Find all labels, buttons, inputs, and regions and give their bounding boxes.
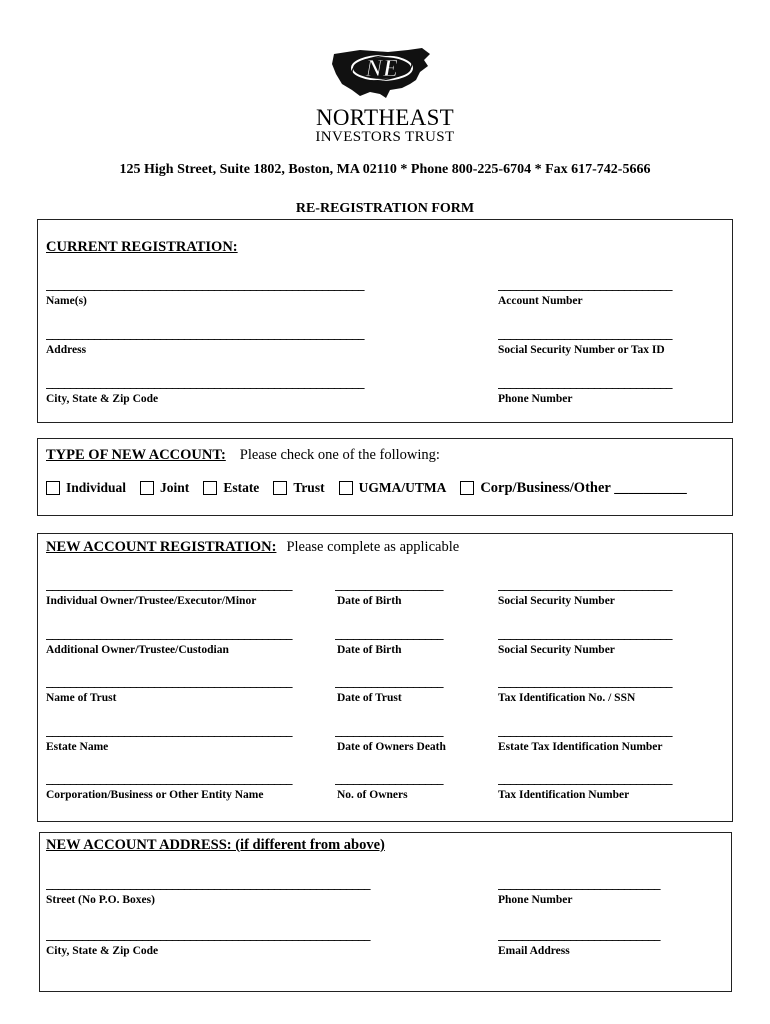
new-city-state-zip-label: City, State & Zip Code [46,945,159,957]
joint-label: Joint [160,480,190,495]
individual-owner-input[interactable]: _________________________________________ [46,578,292,591]
address-input[interactable]: _____________________________________________________ [46,327,364,340]
phone-number-input[interactable]: _____________________________ [498,376,672,389]
logo-emblem-text: NE [365,56,399,82]
account-type-options [46,478,687,498]
trust-name-input[interactable]: _________________________________________ [46,675,292,688]
option-corp-business-other[interactable] [460,480,686,497]
option-joint[interactable] [140,480,189,496]
new-account-type-header [46,446,440,464]
trust-label: Trust [293,480,325,495]
estate-name-input[interactable]: _________________________________________ [46,724,292,737]
owner-dob-input[interactable]: __________________ [335,578,443,591]
address-label: Address [46,344,87,356]
individual-checkbox[interactable] [46,481,60,495]
form-title: RE-REGISTRATION FORM [295,201,475,216]
entity-tax-id-label: Tax Identification Number [498,789,630,801]
additional-owner-dob-input[interactable]: __________________ [335,627,443,640]
city-state-zip-input[interactable]: _____________________________________________________ [46,376,364,389]
option-estate[interactable] [203,480,259,496]
trust-date-input[interactable]: __________________ [335,675,443,688]
ssn-tax-id-label: Social Security Number or Tax ID [498,344,665,356]
logo-name: NORTHEAST [315,105,455,130]
additional-owner-input[interactable]: _________________________________________ [46,627,292,640]
option-trust[interactable] [273,480,324,496]
current-registration-heading: CURRENT REGISTRATION: [46,239,238,255]
additional-owner-dob-label: Date of Birth [337,644,402,656]
owner-ssn-label: Social Security Number [498,595,615,607]
company-logo [290,40,480,155]
trust-checkbox[interactable] [273,481,287,495]
new-phone-number-label: Phone Number [498,894,573,906]
trust-name-label: Name of Trust [46,692,117,704]
entity-name-label: Corporation/Business or Other Entity Name [46,789,264,801]
entity-tax-id-input[interactable]: _____________________________ [498,772,672,785]
corp-business-other-checkbox[interactable] [460,481,474,495]
number-of-owners-input[interactable]: __________________ [335,772,443,785]
city-state-zip-label: City, State & Zip Code [46,393,159,405]
new-account-type-instruction: Please check one of the following: [239,447,440,463]
joint-checkbox[interactable] [140,481,154,495]
number-of-owners-label: No. of Owners [337,789,408,801]
trust-tax-id-label: Tax Identification No. / SSN [498,692,636,704]
email-address-label: Email Address [498,945,570,957]
new-city-state-zip-input[interactable]: ______________________________________________________ [46,928,370,941]
estate-name-label: Estate Name [46,741,109,753]
us-map-emblem-icon [330,44,436,114]
new-account-address-heading: NEW ACCOUNT ADDRESS: (if different from above) [46,837,385,853]
owner-death-date-input[interactable]: __________________ [335,724,443,737]
individual-label: Individual [66,480,127,495]
estate-tax-id-input[interactable]: _____________________________ [498,724,672,737]
ugma-utma-checkbox[interactable] [339,481,353,495]
owner-ssn-input[interactable]: _____________________________ [498,578,672,591]
additional-owner-label: Additional Owner/Trustee/Custodian [46,644,229,656]
logo-subtitle: INVESTORS TRUST [315,129,455,145]
ssn-tax-id-input[interactable]: _____________________________ [498,327,672,340]
trust-date-label: Date of Trust [337,692,402,704]
trust-tax-id-input[interactable]: _____________________________ [498,675,672,688]
new-phone-number-input[interactable]: ___________________________ [498,877,660,890]
option-ugma-utma[interactable] [339,480,447,496]
entity-name-input[interactable]: _________________________________________ [46,772,292,785]
owner-dob-label: Date of Birth [337,595,402,607]
names-label: Name(s) [46,295,87,307]
option-individual[interactable] [46,480,126,496]
new-account-registration-header [46,538,459,556]
account-number-input[interactable]: _____________________________ [498,278,672,291]
email-address-input[interactable]: ___________________________ [498,928,660,941]
additional-owner-ssn-label: Social Security Number [498,644,615,656]
names-input[interactable]: _____________________________________________________ [46,278,364,291]
new-account-registration-instruction: Please complete as applicable [286,539,460,555]
new-account-address-section [39,832,732,992]
estate-checkbox[interactable] [203,481,217,495]
individual-owner-label: Individual Owner/Trustee/Executor/Minor [46,595,257,607]
phone-number-label: Phone Number [498,393,573,405]
company-address: 125 High Street, Suite 1802, Boston, MA 02110 * Phone 800-225-6704 * Fax 617-742-5666 [119,162,651,177]
estate-tax-id-label: Estate Tax Identification Number [498,741,663,753]
estate-label: Estate [223,480,260,495]
corp-business-other-label: Corp/Business/Other __________ [480,479,687,496]
new-account-type-heading: TYPE OF NEW ACCOUNT: [46,447,226,463]
additional-owner-ssn-input[interactable]: _____________________________ [498,627,672,640]
street-input[interactable]: ______________________________________________________ [46,877,370,890]
street-label: Street (No P.O. Boxes) [46,894,155,906]
account-number-label: Account Number [498,295,583,307]
ugma-utma-label: UGMA/UTMA [358,480,447,495]
owner-death-date-label: Date of Owners Death [337,741,446,753]
new-account-registration-heading: NEW ACCOUNT REGISTRATION: [46,539,277,555]
